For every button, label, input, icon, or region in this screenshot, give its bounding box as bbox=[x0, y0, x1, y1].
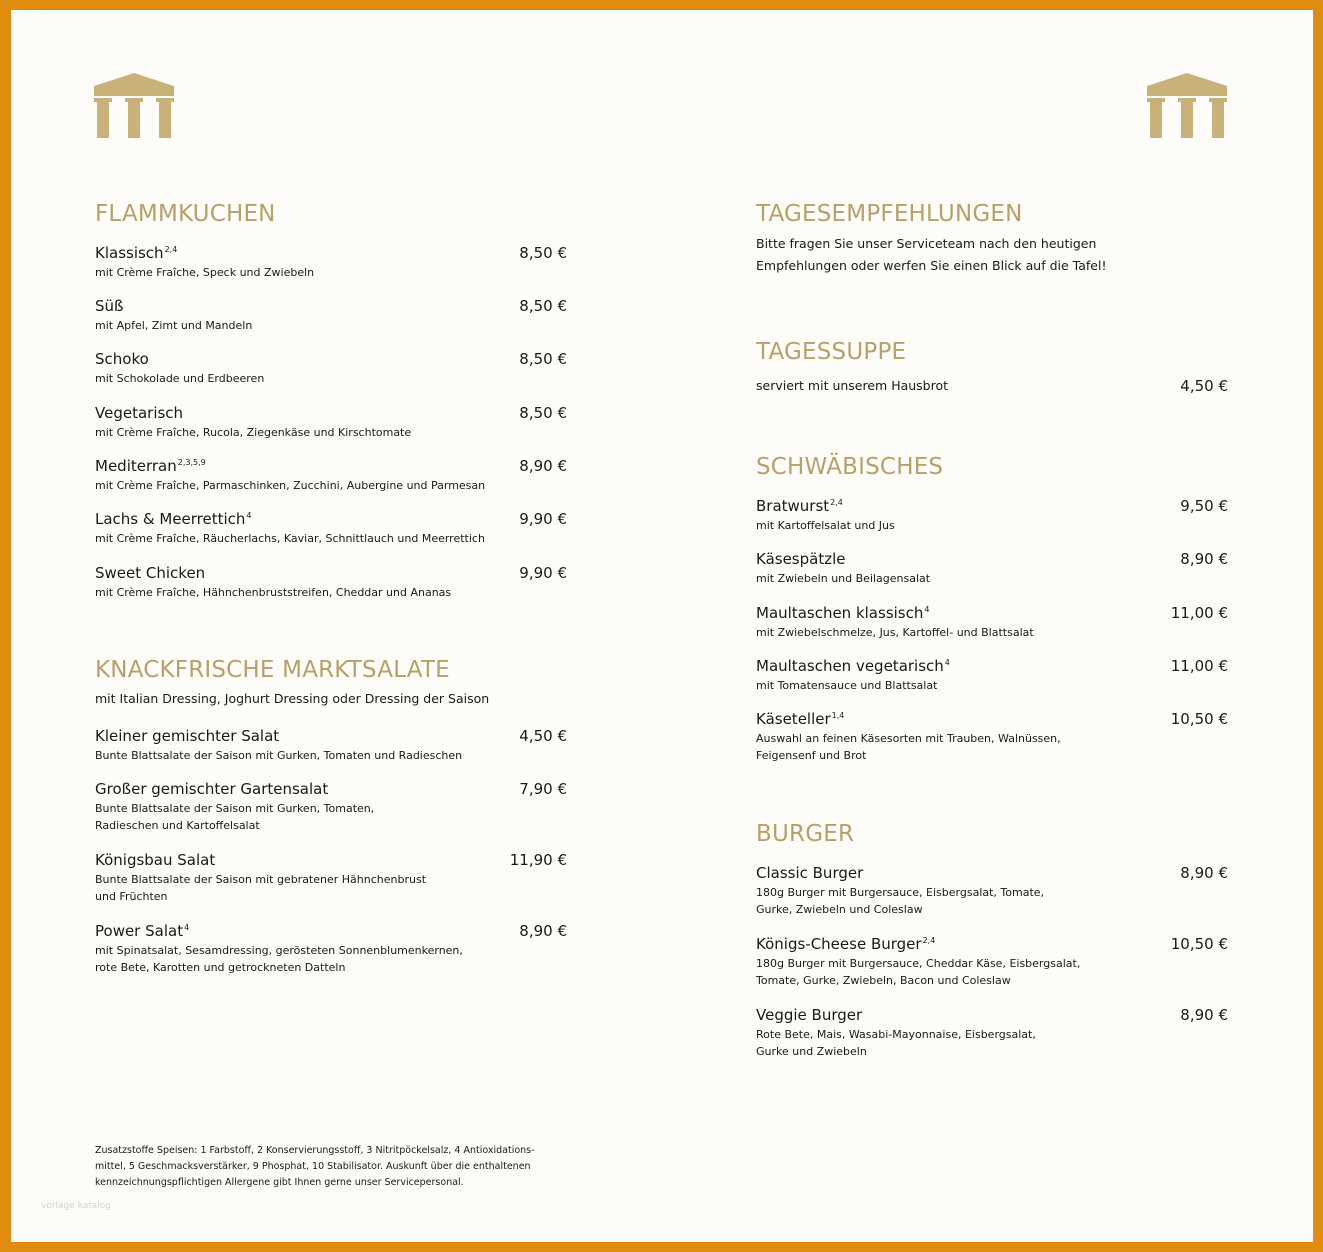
item-description: Bunte Blattsalate der Saison mit Gurken, Tomaten und Radieschen bbox=[95, 749, 463, 762]
item-name: Kleiner gemischter Salat bbox=[95, 727, 280, 745]
menu-item bbox=[95, 920, 567, 976]
item-price: 9,90 € bbox=[519, 564, 567, 582]
temple-icon bbox=[1146, 72, 1228, 140]
menu-item bbox=[756, 655, 1228, 694]
additives-footnote: Zusatzstoffe Speisen: 1 Farbstoff, 2 Konservierungsstoff, 3 Nitritpöckelsalz, 4 Antioxidations- mittel, 5 Geschmacksverstärker, 9 Phosphat, 10 Stabilisator. Auskunft über die enthaltenen kennzeichnungspflichtigen Allergene gibt Ihnen gerne unser Servicepersonal. bbox=[95, 1145, 535, 1188]
section-title: KNACKFRISCHE MARKTSALATE bbox=[95, 657, 450, 683]
soup-text: serviert mit unserem Hausbrot bbox=[756, 378, 949, 393]
item-description: mit Crème Fraîche, Speck und Zwiebeln bbox=[95, 266, 315, 279]
section-tagesempfehlungen bbox=[756, 200, 1228, 277]
section-title: FLAMMKUCHEN bbox=[95, 201, 276, 227]
section-burger bbox=[756, 820, 1228, 848]
item-description: 180g Burger mit Burgersauce, Eisbergsalat, Tomate, Gurke, Zwiebeln und Coleslaw bbox=[756, 886, 1045, 916]
item-name: Classic Burger bbox=[756, 864, 864, 882]
item-price: 8,90 € bbox=[519, 922, 567, 940]
item-description: mit Schokolade und Erdbeeren bbox=[95, 372, 265, 385]
menu-item bbox=[95, 778, 567, 834]
item-name: Lachs & Meerrettich$^4$ bbox=[95, 510, 252, 528]
menu-item bbox=[95, 849, 567, 905]
item-price: 10,50 € bbox=[1170, 935, 1228, 953]
item-description: Bunte Blattsalate der Saison mit gebratener Hähnchenbrust und Früchten bbox=[95, 873, 427, 903]
item-description: mit Kartoffelsalat und Jus bbox=[756, 519, 895, 532]
menu-item bbox=[95, 725, 567, 764]
item-price: 8,90 € bbox=[1180, 550, 1228, 568]
item-description: Auswahl an feinen Käsesorten mit Trauben, Walnüssen, Feigensenf und Brot bbox=[756, 732, 1061, 762]
menu-item bbox=[756, 933, 1228, 989]
menu-item bbox=[756, 708, 1228, 764]
item-price: 10,50 € bbox=[1170, 710, 1228, 728]
item-name: Bratwurst$^{2,4}$ bbox=[756, 497, 843, 515]
item-description: Rote Bete, Mais, Wasabi-Mayonnaise, Eisbergsalat, Gurke und Zwiebeln bbox=[756, 1028, 1036, 1058]
menu-item bbox=[756, 602, 1228, 641]
item-name: Schoko bbox=[95, 350, 149, 368]
menu-item bbox=[95, 348, 567, 387]
item-name: Königs-Cheese Burger$^{2,4}$ bbox=[756, 935, 936, 953]
item-price: 8,50 € bbox=[519, 244, 567, 262]
item-description: mit Crème Fraîche, Parmaschinken, Zucchini, Aubergine und Parmesan bbox=[95, 479, 486, 492]
item-price: 7,90 € bbox=[519, 780, 567, 798]
watermark: vorlage katalog bbox=[41, 1201, 111, 1211]
item-price: 8,50 € bbox=[519, 350, 567, 368]
item-description: mit Crème Fraîche, Räucherlachs, Kaviar, Schnittlauch und Meerrettich bbox=[95, 532, 485, 545]
item-description: mit Tomatensauce und Blattsalat bbox=[756, 679, 938, 692]
item-price: 8,50 € bbox=[519, 297, 567, 315]
section-flammkuchen bbox=[95, 200, 567, 228]
section-title: TAGESSUPPE bbox=[756, 339, 907, 365]
menu-item bbox=[95, 402, 567, 441]
section-title: TAGESEMPFEHLUNGEN bbox=[756, 201, 1023, 227]
item-name: Klassisch$^{2,4}$ bbox=[95, 244, 178, 262]
menu-item bbox=[756, 548, 1228, 587]
section-text: Bitte fragen Sie unser Serviceteam nach den heutigen Empfehlungen oder werfen Sie einen Blick auf die Tafel! bbox=[756, 236, 1107, 273]
section-title: BURGER bbox=[756, 821, 855, 847]
menu-item bbox=[95, 562, 567, 601]
temple-icon bbox=[93, 72, 175, 140]
item-price: 8,90 € bbox=[1180, 864, 1228, 882]
menu-item bbox=[95, 508, 567, 547]
item-price: 11,90 € bbox=[509, 851, 567, 869]
item-description: mit Apfel, Zimt und Mandeln bbox=[95, 319, 253, 332]
item-name: Käsespätzle bbox=[756, 550, 846, 568]
item-name: Mediterran$^{2,3,5,9}$ bbox=[95, 457, 206, 475]
item-price: 4,50 € bbox=[519, 727, 567, 745]
soup-price: 4,50 € bbox=[1180, 377, 1228, 395]
menu-item bbox=[756, 1004, 1228, 1060]
item-description: mit Crème Fraîche, Hähnchenbruststreifen, Cheddar und Ananas bbox=[95, 586, 452, 599]
item-description: mit Spinatsalat, Sesamdressing, gerösteten Sonnenblumenkernen, rote Bete, Karotten und getrockneten Datteln bbox=[95, 944, 463, 974]
item-description: mit Zwiebeln und Beilagensalat bbox=[756, 572, 931, 585]
item-price: 8,50 € bbox=[519, 404, 567, 422]
menu-page bbox=[11, 10, 1313, 1242]
item-price: 11,00 € bbox=[1170, 657, 1228, 675]
menu-item bbox=[756, 862, 1228, 918]
item-price: 9,50 € bbox=[1180, 497, 1228, 515]
item-name: Vegetarisch bbox=[95, 404, 184, 422]
section-tagessuppe bbox=[756, 338, 1228, 397]
item-price: 8,90 € bbox=[519, 457, 567, 475]
item-name: Power Salat$^4$ bbox=[95, 922, 190, 940]
item-name: Königsbau Salat bbox=[95, 851, 216, 869]
section-salate bbox=[95, 656, 567, 710]
section-intro: mit Italian Dressing, Joghurt Dressing oder Dressing der Saison bbox=[95, 691, 490, 706]
item-description: 180g Burger mit Burgersauce, Cheddar Käse, Eisbergsalat, Tomate, Gurke, Zwiebeln, Bacon und Coleslaw bbox=[756, 957, 1081, 987]
section-title: SCHWÄBISCHES bbox=[756, 454, 944, 480]
item-description: Bunte Blattsalate der Saison mit Gurken, Tomaten, Radieschen und Kartoffelsalat bbox=[95, 802, 375, 832]
item-name: Sweet Chicken bbox=[95, 564, 206, 582]
item-name: Süß bbox=[95, 297, 124, 315]
item-price: 8,90 € bbox=[1180, 1006, 1228, 1024]
item-name: Maultaschen vegetarisch$^4$ bbox=[756, 657, 950, 675]
item-name: Veggie Burger bbox=[756, 1006, 863, 1024]
item-description: mit Zwiebelschmelze, Jus, Kartoffel- und Blattsalat bbox=[756, 626, 1034, 639]
menu-item bbox=[95, 295, 567, 334]
menu-item bbox=[95, 455, 567, 494]
item-price: 11,00 € bbox=[1170, 604, 1228, 622]
item-price: 9,90 € bbox=[519, 510, 567, 528]
item-name: Maultaschen klassisch$^4$ bbox=[756, 604, 930, 622]
item-description: mit Crème Fraîche, Rucola, Ziegenkäse und Kirschtomate bbox=[95, 426, 412, 439]
menu-item bbox=[95, 242, 567, 281]
section-schwaebisches bbox=[756, 453, 1228, 481]
menu-item bbox=[756, 495, 1228, 534]
item-name: Käseteller$^{1,4}$ bbox=[756, 710, 845, 728]
item-name: Großer gemischter Gartensalat bbox=[95, 780, 329, 798]
